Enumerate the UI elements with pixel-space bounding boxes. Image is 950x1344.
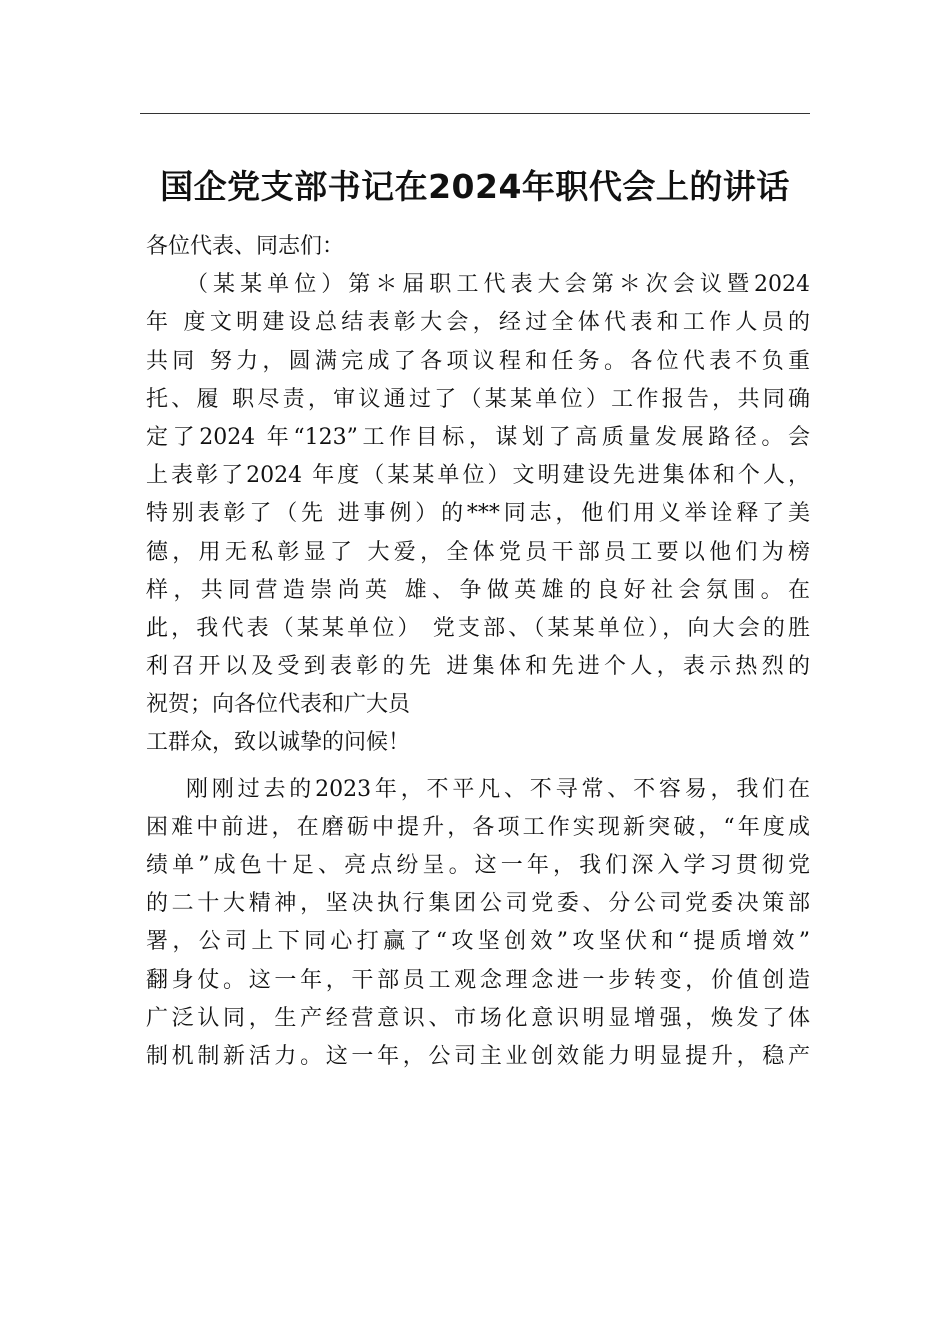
paragraph-1-line: 祝贺；向各位代表和广大员: [146, 692, 411, 718]
paragraph-1-line: 定了2024 年“123”工作目标，谋划了高质量发展路径。会: [146, 424, 810, 450]
document-body: [146, 228, 810, 1076]
paragraph-2-line: 的二十大精神，坚决执行集团公司党委、分公司党委决策部: [146, 891, 810, 917]
paragraph-2-line: 署，公司上下同心打赢了“攻坚创效”攻坚伏和“提质增效”: [146, 929, 810, 955]
paragraph-2-line: 翻身仗。这一年，干部员工观念理念进一步转变，价值创造: [146, 967, 810, 993]
paragraph-2-line: 困难中前进，在磨砺中提升，各项工作实现新突破，“年度成: [146, 814, 810, 840]
paragraph-1-line: 特别表彰了（先 进事例）的***同志，他们用义举诠释了美: [146, 501, 810, 527]
paragraph-1-line: 样，共同营造崇尚英 雄、争做英雄的良好社会氛围。在: [146, 577, 810, 603]
paragraph-2-line: 刚刚过去的2023年，不平凡、不寻常、不容易，我们在: [186, 776, 810, 802]
paragraph-2-line: 绩单”成色十足、亮点纷呈。这一年，我们深入学习贯彻党: [146, 853, 810, 878]
paragraph-gap: [146, 763, 810, 771]
document-title: 国企党支部书记在2024年职代会上的讲话: [160, 167, 790, 206]
salutation: 各位代表、同志们：: [146, 234, 345, 259]
paragraph-1-line: 此，我代表（某某单位） 党支部、（某某单位），向大会的胜: [146, 615, 810, 641]
paragraph-1-line: 上表彰了2024 年度（某某单位）文明建设先进集体和个人，: [146, 463, 810, 489]
paragraph-1-line: 利召开以及受到表彰的先 进集体和先进个人，表示热烈的: [146, 654, 810, 680]
paragraph-1: [146, 266, 810, 762]
paragraph-1-line: 托、履 职尽责，审议通过了（某某单位）工作报告，共同确: [146, 386, 810, 412]
paragraph-1-line: 工群众，致以诚挚的问候！: [146, 730, 411, 756]
paragraph-2-line: 广泛认同，生产经营意识、市场化意识明显增强，焕发了体: [146, 1005, 810, 1031]
paragraph-2-line: 制机制新活力。这一年，公司主业创效能力明显提升，稳产: [146, 1043, 810, 1069]
header-rule: [140, 113, 810, 114]
paragraph-1-line: 德，用无私彰显了 大爱，全体党员干部员工要以他们为榜: [146, 539, 810, 565]
paragraph-1-line: 共同 努力，圆满完成了各项议程和任务。各位代表不负重: [146, 348, 810, 374]
paragraph-2: [146, 771, 810, 1077]
paragraph-1-line: （某某单位）第＊届职工代表大会第＊次会议暨2024: [186, 272, 810, 298]
paragraph-1-line: 年 度文明建设总结表彰大会，经过全体代表和工作人员的: [146, 310, 810, 336]
